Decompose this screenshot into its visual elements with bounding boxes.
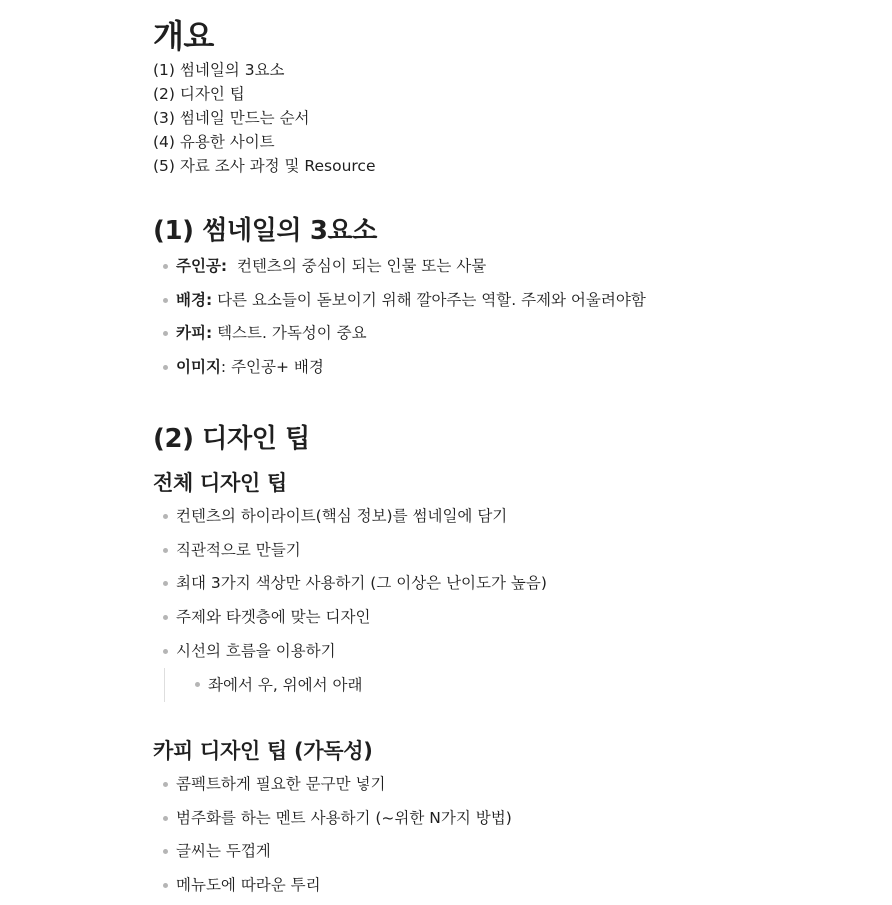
bullet-icon bbox=[163, 782, 168, 787]
item-text: 최대 3가지 색상만 사용하기 (그 이상은 난이도가 높음) bbox=[176, 574, 547, 593]
term-label: 배경: bbox=[176, 290, 213, 309]
toc-item[interactable]: (2) 디자인 팁 bbox=[153, 85, 245, 103]
item-text: 주제와 타겟층에 맞는 디자인 bbox=[176, 608, 371, 627]
item-text: 콤펙트하게 필요한 문구만 넣기 bbox=[176, 775, 386, 793]
list-item bbox=[153, 502, 547, 536]
bullet-icon bbox=[163, 883, 168, 888]
item-text: 컨텐츠의 하이라이트(핵심 정보)를 썸네일에 담기 bbox=[176, 507, 508, 525]
bullet-icon bbox=[163, 649, 168, 654]
term-label: 이미지 bbox=[176, 358, 221, 377]
subsection-heading: 전체 디자인 팁 bbox=[153, 471, 287, 495]
bullet-icon bbox=[163, 816, 168, 821]
toc-item[interactable]: (3) 썸네일 만드는 순서 bbox=[153, 109, 310, 127]
bullet-icon bbox=[163, 514, 168, 519]
item-text: 컨텐츠의 중심이 되는 인물 또는 사물 bbox=[227, 257, 487, 275]
list-item bbox=[153, 286, 646, 320]
section-heading: (2) 디자인 팁 bbox=[153, 424, 310, 454]
bullet-icon bbox=[163, 548, 168, 553]
subsection-heading: 카피 디자인 팁 (가독성) bbox=[153, 739, 373, 763]
bullet-icon bbox=[195, 682, 200, 687]
item-text: 직관적으로 만들기 bbox=[176, 540, 301, 559]
bullet-icon bbox=[163, 581, 168, 586]
bullet-icon bbox=[163, 849, 168, 854]
item-text: 좌에서 우, 위에서 아래 bbox=[208, 676, 363, 694]
list-item bbox=[153, 871, 512, 905]
list-item bbox=[153, 353, 646, 387]
item-text: 글씨는 두껍게 bbox=[176, 842, 271, 861]
bullet-icon bbox=[163, 331, 168, 336]
list-item bbox=[153, 319, 646, 353]
term-label: 카피: bbox=[176, 324, 213, 343]
item-text: 다른 요소들이 돋보이기 위해 깔아주는 역할. 주제와 어울려야함 bbox=[212, 290, 646, 309]
list-item bbox=[153, 536, 547, 570]
item-text: : 주인공+ 배경 bbox=[220, 358, 324, 377]
toc-item[interactable]: (4) 유용한 사이트 bbox=[153, 133, 275, 151]
bullet-icon bbox=[163, 298, 168, 303]
list-item bbox=[153, 603, 547, 637]
nested-list-item bbox=[165, 668, 565, 702]
table-of-contents bbox=[153, 58, 375, 178]
list-item bbox=[153, 637, 547, 671]
item-text: 범주화를 하는 멘트 사용하기 (~위한 N가지 방법) bbox=[176, 808, 512, 827]
term-label: 주인공: bbox=[176, 257, 228, 275]
nested-list bbox=[164, 668, 565, 702]
list-item bbox=[153, 770, 512, 804]
toc-item[interactable]: (1) 썸네일의 3요소 bbox=[153, 61, 285, 79]
list-item bbox=[153, 837, 512, 871]
item-text: 시선의 흐름을 이용하기 bbox=[176, 641, 336, 660]
list-item bbox=[153, 804, 512, 838]
bullet-list bbox=[153, 252, 646, 387]
bullet-icon bbox=[163, 615, 168, 620]
item-text: 텍스트. 가독성이 중요 bbox=[212, 324, 367, 343]
list-item bbox=[153, 569, 547, 603]
bullet-list bbox=[153, 770, 512, 905]
section-heading: (1) 썸네일의 3요소 bbox=[153, 216, 377, 246]
bullet-icon bbox=[163, 365, 168, 370]
list-item bbox=[153, 252, 646, 286]
bullet-list bbox=[153, 502, 547, 670]
item-text: 메뉴도에 따라운 투리 bbox=[176, 876, 321, 895]
bullet-icon bbox=[163, 264, 168, 269]
toc-item[interactable]: (5) 자료 조사 과정 및 Resource bbox=[153, 157, 376, 175]
page-title: 개요 bbox=[153, 17, 214, 55]
